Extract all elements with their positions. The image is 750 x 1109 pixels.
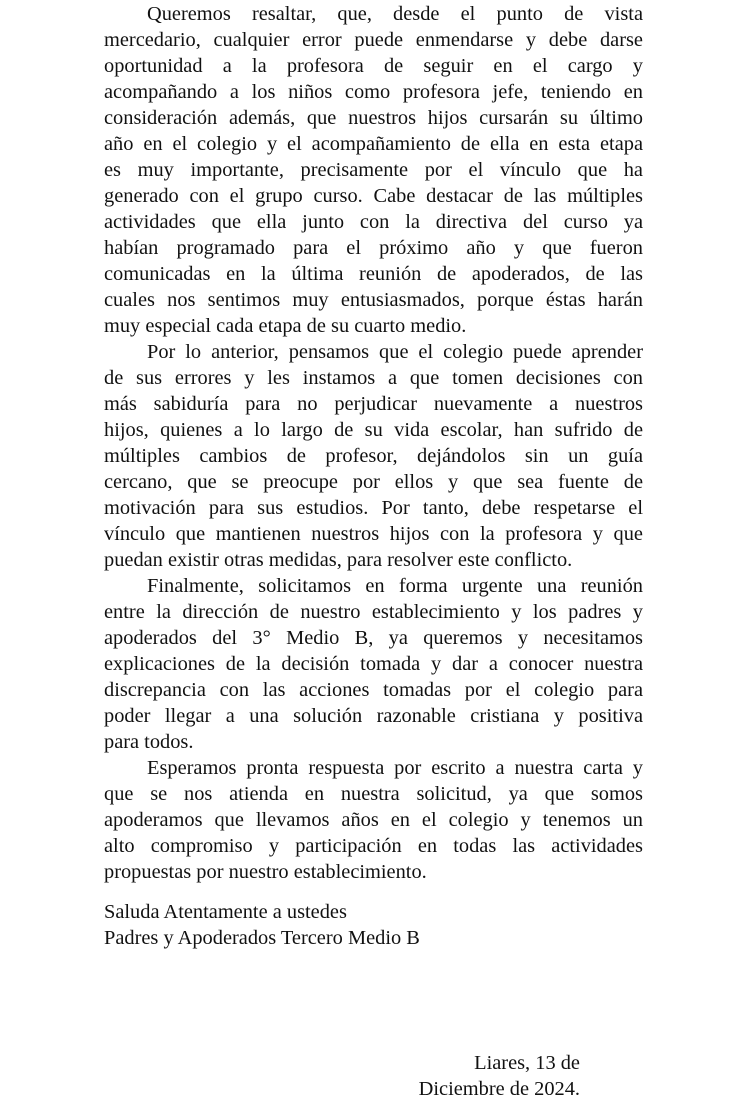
paragraph-line: entre la dirección de nuestro establecimiento y los padres y [104, 601, 643, 623]
paragraph-line: cercano, que se preocupe por ellos y que sea fuente de [104, 471, 643, 493]
signature-line: Padres y Apoderados Tercero Medio B [104, 927, 420, 949]
paragraph-line: habían programado para el próximo año y que fueron [104, 237, 643, 259]
date-line-2: Diciembre de 2024. [418, 1078, 580, 1100]
paragraph-line: discrepancia con las acciones tomadas por el colegio para [104, 679, 643, 701]
paragraph-line: para todos. [104, 731, 194, 753]
paragraph-line: vínculo que mantienen nuestros hijos con la profesora y que [104, 523, 643, 545]
paragraph-line: acompañando a los niños como profesora jefe, teniendo en [104, 81, 643, 103]
paragraph-line: de sus errores y les instamos a que tomen decisiones con [104, 367, 643, 389]
paragraph-line: más sabiduría para no perjudicar nuevamente a nuestros [104, 393, 643, 415]
paragraph-line: generado con el grupo curso. Cabe destacar de las múltiples [104, 185, 643, 207]
paragraph-line: actividades que ella junto con la directiva del curso ya [104, 211, 643, 233]
paragraph-line: motivación para sus estudios. Por tanto, debe respetarse el [104, 497, 643, 519]
paragraph-line: Finalmente, solicitamos en forma urgente una reunión [147, 575, 643, 597]
paragraph-line: consideración además, que nuestros hijos cursarán su último [104, 107, 643, 129]
closing-line: Saluda Atentamente a ustedes [104, 901, 347, 923]
paragraph-line: mercedario, cualquier error puede enmendarse y debe darse [104, 29, 643, 51]
paragraph-line: propuestas por nuestro establecimiento. [104, 861, 427, 883]
paragraph-line: múltiples cambios de profesor, dejándolos sin un guía [104, 445, 643, 467]
paragraph-line: hijos, quienes a lo largo de su vida escolar, han sufrido de [104, 419, 643, 441]
paragraph-line: poder llegar a una solución razonable cristiana y positiva [104, 705, 643, 727]
paragraph-line: alto compromiso y participación en todas las actividades [104, 835, 643, 857]
paragraph-line: oportunidad a la profesora de seguir en el cargo y [104, 55, 643, 77]
date-line-1: Liares, 13 de [474, 1052, 580, 1074]
paragraph-line: que se nos atienda en nuestra solicitud, ya que somos [104, 783, 643, 805]
paragraph-line: puedan existir otras medidas, para resolver este conflicto. [104, 549, 573, 571]
paragraph-line: año en el colegio y el acompañamiento de ella en esta etapa [104, 133, 643, 155]
paragraph-line: Queremos resaltar, que, desde el punto de vista [147, 3, 643, 25]
paragraph-line: muy especial cada etapa de su cuarto medio. [104, 315, 467, 337]
paragraph-line: es muy importante, precisamente por el vínculo que ha [104, 159, 643, 181]
paragraph-line: explicaciones de la decisión tomada y dar a conocer nuestra [104, 653, 643, 675]
paragraph-line: comunicadas en la última reunión de apoderados, de las [104, 263, 643, 285]
paragraph-line: apoderados del 3° Medio B, ya queremos y necesitamos [104, 627, 643, 649]
paragraph-line: cuales nos sentimos muy entusiasmados, porque éstas harán [104, 289, 643, 311]
paragraph-line: Por lo anterior, pensamos que el colegio puede aprender [147, 341, 643, 363]
paragraph-line: apoderamos que llevamos años en el colegio y tenemos un [104, 809, 643, 831]
paragraph-line: Esperamos pronta respuesta por escrito a nuestra carta y [147, 757, 643, 779]
